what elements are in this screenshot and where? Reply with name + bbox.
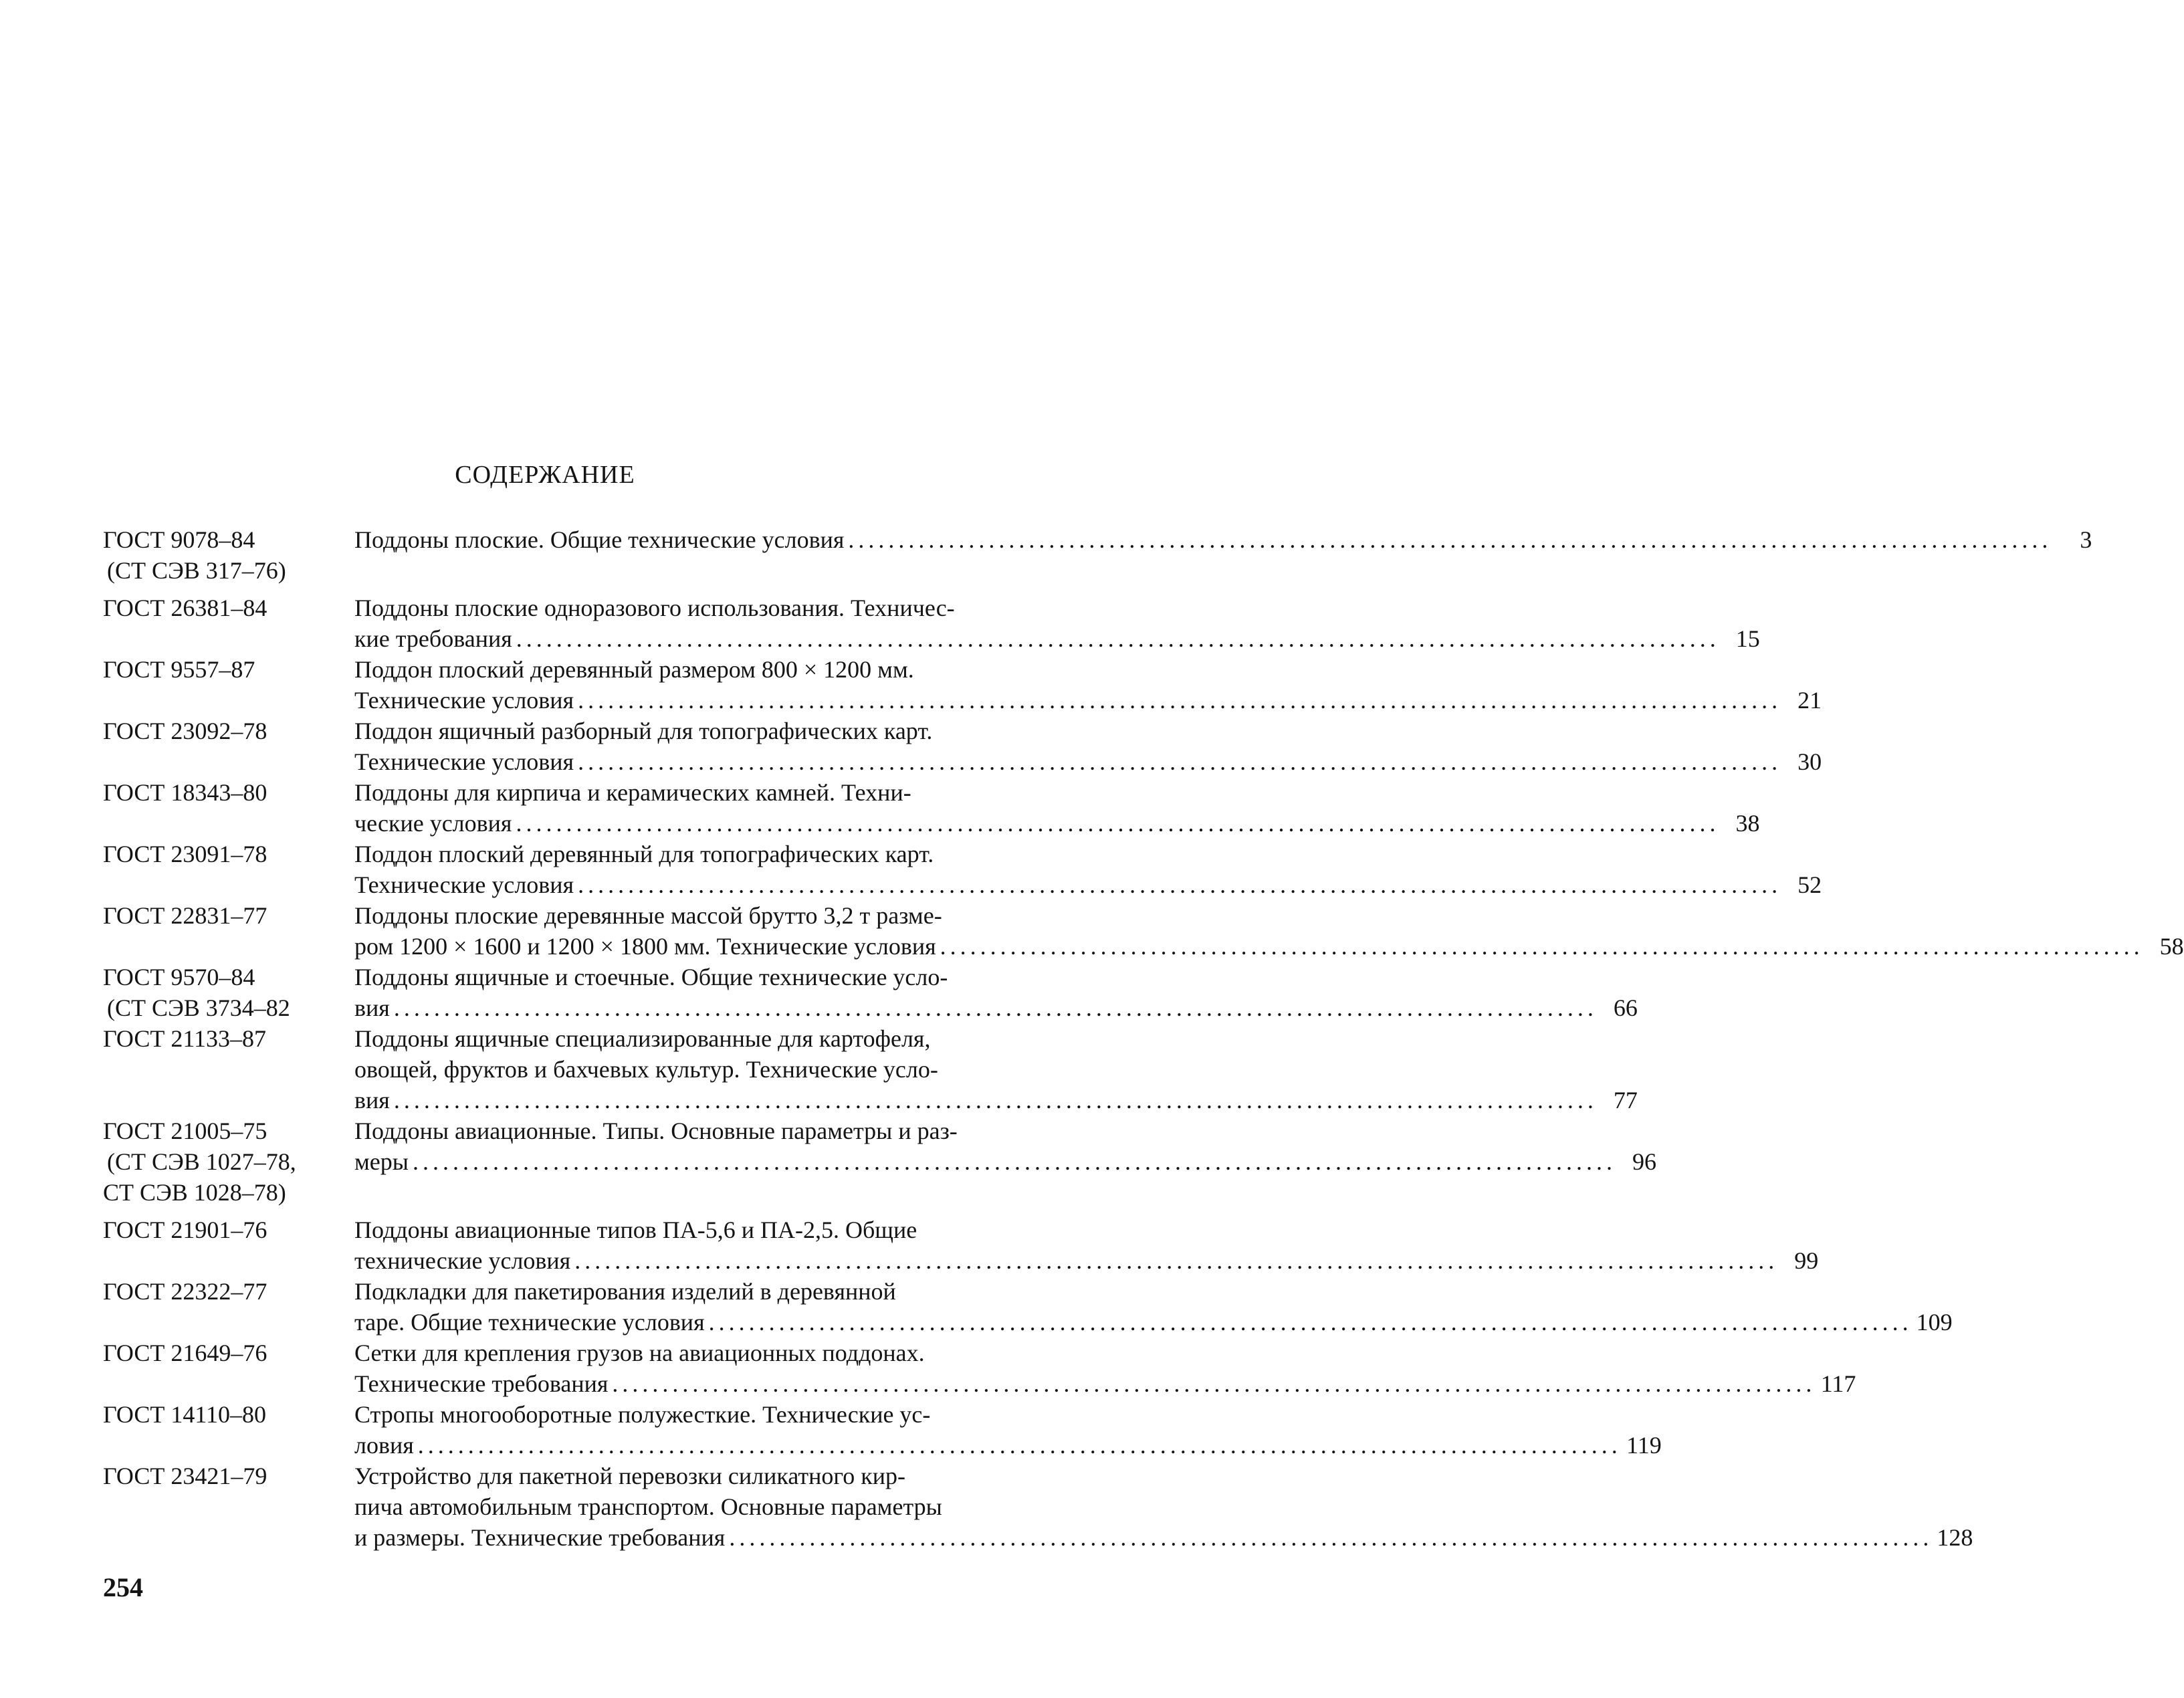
description-line: меры: [354, 1148, 409, 1175]
toc-entry: [103, 1023, 1638, 1116]
page-reference: 15: [1735, 625, 1760, 652]
entry-description: [354, 1214, 1819, 1276]
entry-description: [354, 1461, 1973, 1553]
standard-code: [103, 1276, 354, 1338]
standard-code: [103, 1461, 354, 1553]
description-line: овощей, фруктов и бахчевых культур. Технические усло-: [354, 1056, 938, 1083]
entry-description: [354, 1276, 1953, 1338]
page-reference: 77: [1613, 1087, 1638, 1113]
standard-code: [103, 1116, 354, 1208]
standard-code: [103, 1399, 354, 1461]
page-title: СОДЕРЖАНИЕ: [455, 461, 635, 489]
description-line: Сетки для крепления грузов на авиационных поддонах.: [354, 1340, 925, 1366]
description-last-line: [354, 1522, 1973, 1553]
description-line: Технические условия: [354, 687, 574, 714]
toc-entry: [103, 524, 2092, 586]
standard-code-line: ГОСТ 21649–76: [103, 1340, 267, 1366]
description-last-line: [354, 623, 1760, 654]
description-line: Поддоны авиационные типов ПА-5,6 и ПА-2,5. Общие: [354, 1216, 917, 1243]
dot-leader: ........................................................................................................................: [848, 526, 2052, 553]
entry-description: [354, 777, 1760, 839]
standard-code-line: (СТ СЭВ 317–76): [107, 557, 286, 584]
description-line: Поддоны для кирпича и керамических камней. Техни-: [354, 779, 911, 806]
page-reference: 109: [1916, 1309, 1953, 1336]
description-line: ловия: [354, 1432, 414, 1459]
dot-leader: ........................................................................................................................: [412, 1148, 1616, 1175]
description-last-line: [354, 1085, 1638, 1116]
description-line: Поддон плоский деревянный для топографических карт.: [354, 841, 934, 867]
description-line: Поддоны плоские одноразового использования. Техничес-: [354, 595, 955, 621]
toc-entry: [103, 1116, 1656, 1208]
standard-code-line: ГОСТ 23421–79: [103, 1463, 267, 1489]
description-line: Поддоны ящичные специализированные для картофеля,: [354, 1025, 931, 1052]
description-last-line: [354, 1146, 1656, 1177]
entry-description: [354, 654, 1822, 716]
standard-code-line: ГОСТ 22831–77: [103, 902, 267, 929]
standard-code: [103, 839, 354, 900]
standard-code: [103, 593, 354, 654]
toc-entry: [103, 839, 1822, 900]
entry-description: [354, 524, 2092, 586]
description-line: пича автомобильным транспортом. Основные параметры: [354, 1493, 942, 1520]
toc-entry: [103, 1399, 1662, 1461]
toc-entry: [103, 1338, 1856, 1399]
dot-leader: ........................................................................................................................: [417, 1432, 1622, 1459]
entry-description: [354, 900, 2184, 962]
description-line: Поддоны авиационные. Типы. Основные параметры и раз-: [354, 1118, 958, 1144]
entry-description: [354, 1399, 1662, 1461]
entry-description: [354, 839, 1822, 900]
dot-leader: ........................................................................................................................: [393, 994, 1598, 1021]
dot-leader: ........................................................................................................................: [729, 1524, 1933, 1551]
description-last-line: [354, 746, 1822, 777]
table-of-contents: [103, 524, 2184, 1553]
standard-code-line: ГОСТ 26381–84: [103, 595, 267, 621]
standard-code-line: ГОСТ 23091–78: [103, 841, 267, 867]
page-reference: 3: [2080, 526, 2092, 553]
page-reference: 99: [1794, 1247, 1819, 1274]
standard-code-line: ГОСТ 9557–87: [103, 656, 255, 683]
description-last-line: [354, 869, 1822, 900]
dot-leader: ........................................................................................................................: [612, 1370, 1816, 1397]
description-line: таре. Общие технические условия: [354, 1309, 705, 1336]
page-reference: 96: [1632, 1148, 1656, 1175]
standard-code: [103, 654, 354, 716]
toc-entry: [103, 777, 1760, 839]
description-line: Технические требования: [354, 1370, 609, 1397]
description-last-line: [354, 1245, 1819, 1276]
page-reference: 52: [1797, 871, 1822, 898]
page-reference: 117: [1820, 1370, 1856, 1397]
description-line: Поддоны ящичные и стоечные. Общие технические усло-: [354, 964, 948, 990]
toc-entry: [103, 900, 2184, 962]
page-reference: 58: [2159, 933, 2184, 960]
standard-code-line: ГОСТ 22322–77: [103, 1278, 267, 1305]
dot-leader: ........................................................................................................................: [578, 687, 1782, 714]
description-last-line: [354, 1307, 1953, 1338]
dot-leader: ........................................................................................................................: [708, 1309, 1913, 1336]
page-reference: 21: [1797, 687, 1822, 714]
dot-leader: ........................................................................................................................: [578, 748, 1782, 775]
standard-code-line: ГОСТ 9078–84: [103, 526, 255, 553]
description-line: ческие условия: [354, 810, 512, 837]
description-line: Поддон ящичный разборный для топографических карт.: [354, 718, 933, 744]
entry-description: [354, 1338, 1856, 1399]
standard-code-line: (СТ СЭВ 3734–82: [107, 994, 290, 1021]
dot-leader: ........................................................................................................................: [574, 1247, 1779, 1274]
description-last-line: [354, 931, 2184, 962]
description-line: Технические условия: [354, 871, 574, 898]
standard-code-line: (СТ СЭВ 1027–78,: [107, 1148, 296, 1175]
description-line: вия: [354, 994, 390, 1021]
dot-leader: ........................................................................................................................: [393, 1087, 1598, 1113]
toc-entry: [103, 1276, 1953, 1338]
description-line: Поддоны плоские. Общие технические условия: [354, 526, 845, 553]
standard-code: [103, 524, 354, 586]
toc-entry: [103, 1214, 1819, 1276]
description-line: технические условия: [354, 1247, 571, 1274]
standard-code-line: СТ СЭВ 1028–78): [103, 1179, 286, 1206]
description-line: Подкладки для пакетирования изделий в деревянной: [354, 1278, 896, 1305]
standard-code-line: ГОСТ 14110–80: [103, 1401, 267, 1428]
toc-entry: [103, 593, 1760, 654]
page-reference: 30: [1797, 748, 1822, 775]
standard-code: [103, 1023, 354, 1116]
toc-entry: [103, 654, 1822, 716]
page-reference: 38: [1735, 810, 1760, 837]
description-line: Поддоны плоские деревянные массой брутто 3,2 т разме-: [354, 902, 942, 929]
standard-code-line: ГОСТ 21133–87: [103, 1025, 267, 1052]
description-line: Поддон плоский деревянный размером 800 × 1200 мм.: [354, 656, 914, 683]
page-number: 254: [103, 1572, 143, 1602]
description-line: Технические условия: [354, 748, 574, 775]
description-last-line: [354, 524, 2092, 555]
standard-code-line: ГОСТ 9570–84: [103, 964, 255, 990]
standard-code-line: ГОСТ 23092–78: [103, 718, 267, 744]
standard-code: [103, 900, 354, 962]
description-last-line: [354, 685, 1822, 716]
description-line: Устройство для пакетной перевозки силикатного кир-: [354, 1463, 905, 1489]
toc-entry: [103, 716, 1822, 777]
standard-code-line: ГОСТ 18343–80: [103, 779, 267, 806]
standard-code: [103, 962, 354, 1023]
page-reference: 119: [1626, 1432, 1662, 1459]
toc-entry: [103, 962, 1638, 1023]
entry-description: [354, 962, 1638, 1023]
dot-leader: ........................................................................................................................: [516, 625, 1720, 652]
standard-code: [103, 1214, 354, 1276]
description-line: ром 1200 × 1600 и 1200 × 1800 мм. Технические условия: [354, 933, 936, 960]
standard-code: [103, 716, 354, 777]
description-line: кие требования: [354, 625, 512, 652]
toc-entry: [103, 1461, 1973, 1553]
entry-description: [354, 716, 1822, 777]
dot-leader: ........................................................................................................................: [516, 810, 1720, 837]
entry-description: [354, 593, 1760, 654]
standard-code: [103, 777, 354, 839]
description-line: вия: [354, 1087, 390, 1113]
description-last-line: [354, 992, 1638, 1023]
dot-leader: ........................................................................................................................: [578, 871, 1782, 898]
description-line: и размеры. Технические требования: [354, 1524, 726, 1551]
description-last-line: [354, 1368, 1856, 1399]
dot-leader: ........................................................................................................................: [940, 933, 2144, 960]
standard-code: [103, 1338, 354, 1399]
page-reference: 66: [1613, 994, 1638, 1021]
page-reference: 128: [1937, 1524, 1973, 1551]
description-line: Стропы многооборотные полужесткие. Технические ус-: [354, 1401, 931, 1428]
description-last-line: [354, 1430, 1662, 1461]
entry-description: [354, 1116, 1656, 1208]
standard-code-line: ГОСТ 21901–76: [103, 1216, 267, 1243]
entry-description: [354, 1023, 1638, 1116]
standard-code-line: ГОСТ 21005–75: [103, 1118, 267, 1144]
description-last-line: [354, 808, 1760, 839]
